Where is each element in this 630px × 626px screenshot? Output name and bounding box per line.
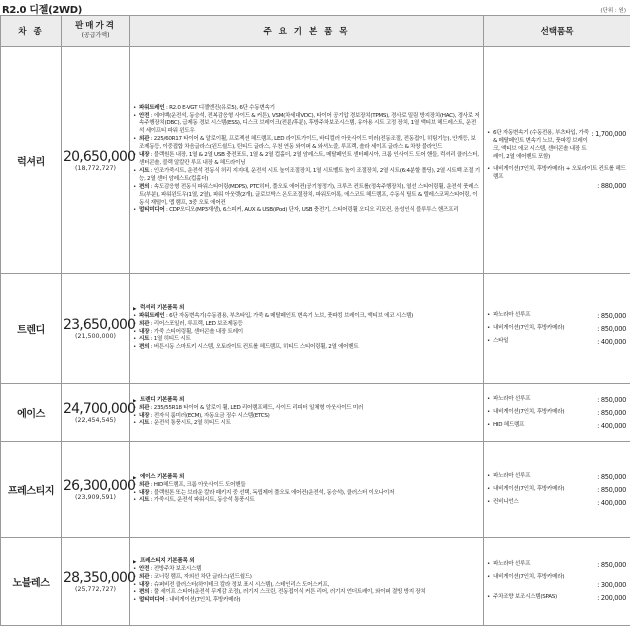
trim-name: 트렌디	[1, 274, 62, 384]
option-item	[487, 574, 626, 590]
option-name: 내비게이션(7인치, 후방카메라)	[493, 574, 564, 580]
base-trim-note: ▶ 트렌디 기본품목 외	[133, 397, 480, 405]
header-price	[62, 16, 130, 47]
supply-price: (18,772,727)	[63, 165, 128, 172]
option-item	[487, 130, 626, 162]
sale-price: 26,300,000	[63, 478, 128, 494]
option-price: : 850,000	[597, 486, 626, 494]
feature-category: 외관	[139, 136, 149, 142]
feature-list	[130, 384, 484, 442]
feature-item	[133, 321, 480, 329]
option-item	[487, 166, 626, 190]
option-list	[484, 274, 630, 384]
option-price: : 850,000	[597, 396, 626, 404]
feature-text: : 블랙원톤 또는 브라운 칼라 패키지 중 선택, 독립제어 풀오토 에어컨(운전석, 동승석), 클러스터 이오나이저	[149, 490, 394, 496]
table-row	[1, 274, 630, 384]
option-price: : 850,000	[597, 325, 626, 333]
option-name: • 파노라마 선루프	[493, 312, 595, 320]
option-name: • 컨비니언스	[493, 499, 595, 507]
feature-text: : 235/55R18 타이어 & 알로이 휠, LED 리어램프헤드, 사이드 리피터 일체형 아웃사이드 미러	[149, 405, 363, 411]
base-trim-note: ▶ 럭셔리 기본품목 외	[133, 305, 480, 313]
sale-price: 28,350,000	[63, 570, 128, 586]
price-cell	[62, 538, 130, 626]
option-name: • HID 헤드램프	[493, 422, 595, 430]
page-title: R2.0 디젤(2WD)	[2, 1, 82, 16]
option-name: • 파노라마 선루프	[493, 561, 595, 569]
feature-text: : 1열 히티드 시트	[149, 336, 190, 342]
supply-price: (25,772,727)	[63, 586, 128, 593]
feature-text: : CDP오디오(MP3재생), 6스피커, AUX & USB(iPod) 단자, USB 충전기, 스티어링휠 오디오 리모컨, 음성인식 블루투스 핸즈프리	[165, 207, 459, 213]
header-options: 선택품목	[484, 16, 630, 47]
feature-item	[133, 597, 480, 605]
feature-text: : 내비게이션(7인치, 후방카메라)	[165, 597, 241, 603]
sale-price: 20,650,000	[63, 149, 128, 165]
feature-category: 내장	[139, 329, 149, 335]
header-row	[1, 16, 630, 47]
feature-category: 외관	[139, 321, 149, 327]
option-name: • 스타일	[493, 338, 595, 346]
option-price: : 400,000	[597, 422, 626, 430]
table-row	[1, 384, 630, 442]
trim-rows	[1, 47, 630, 626]
option-item	[487, 396, 626, 404]
table-row	[1, 47, 630, 274]
option-list	[484, 384, 630, 442]
price-cell	[62, 274, 130, 384]
option-list	[484, 47, 630, 274]
sale-price: 24,700,000	[63, 401, 128, 417]
sale-price: 23,650,000	[63, 317, 128, 333]
price-cell	[62, 47, 130, 274]
feature-item	[133, 113, 480, 137]
feature-item	[133, 136, 480, 152]
option-item	[487, 473, 626, 481]
feature-text: : 가죽시트, 운전석 파워시트, 동승석 통풍시트	[149, 497, 254, 503]
trim-price-table	[0, 15, 630, 626]
option-name: • 파노라마 선루프	[493, 396, 595, 404]
feature-category: 시트	[139, 336, 149, 342]
option-list	[484, 442, 630, 538]
feature-text: : 가죽 스티어링휠, 센터콘솔 내장 트레이	[149, 329, 243, 335]
feature-item	[133, 420, 480, 428]
trim-name: 에이스	[1, 384, 62, 442]
feature-category: 편의	[139, 589, 149, 595]
option-name: • 내비게이션(7인치, 후방카메라)	[493, 409, 595, 417]
trim-name: 프레스티지	[1, 442, 62, 538]
option-price: : 400,000	[597, 338, 626, 346]
header-trim: 차 종	[1, 16, 62, 47]
feature-text: : 운전석 통풍시트, 2열 히티드 시트	[149, 420, 231, 426]
option-price: : 880,000	[495, 182, 626, 190]
feature-category: 시트	[139, 420, 149, 426]
feature-category: 편의	[139, 344, 149, 350]
supply-price: (23,909,591)	[63, 494, 128, 501]
feature-text: : 블랙원톤 내장, 1열 & 2열 USB 충전포트, 1열 & 2열 컵홀더, 2열 암레스트, 메탈페인트 센터페시아, 크롬 인사이드 도어 핸들, 럭셔리 클러스터, 센터콘솔, 블랙 알칼칸 루프 내장 & 헤드라이닝	[139, 152, 479, 166]
feature-text: : HID헤드램프, 크롬 아웃사이드 도어핸들	[149, 482, 245, 488]
option-item	[487, 486, 626, 494]
feature-item	[133, 105, 480, 113]
option-item	[487, 409, 626, 417]
feature-category: 외관	[139, 405, 149, 411]
option-item	[487, 338, 626, 346]
trim-name: 노블레스	[1, 538, 62, 626]
feature-text: : 전방주차 보조시스템	[149, 566, 201, 572]
feature-text: : 6단 자동변속기(수동겸용, 부츠타입, 가죽 & 메탈페인트 변속기 노브, 풋파킹 브레이크, 액티브 에코 시스템)	[165, 313, 414, 319]
option-name: 내비게이션(7인치, 후방카메라) + 오토라이트 컨트롤 헤드램프	[493, 166, 626, 180]
option-name: • 내비게이션(7인치, 후방카메라)	[493, 325, 595, 333]
feature-item	[133, 168, 480, 184]
feature-text: : 리어스포일러, 루프랙, LED 보조제동등	[149, 321, 242, 327]
option-item	[487, 422, 626, 430]
header-price-label: 판매가격	[75, 21, 116, 31]
feature-text: : 슈퍼비전 클러스터(하이테크 칼라 정보 표시 시스템), 스테인리스 도어스커프,	[149, 582, 329, 588]
option-price: : 300,000	[495, 581, 626, 589]
feature-category: 내장	[139, 413, 149, 419]
feature-category: 안전	[139, 566, 149, 572]
option-price: : 850,000	[597, 473, 626, 481]
feature-item	[133, 405, 480, 413]
price-cell	[62, 442, 130, 538]
option-item	[487, 325, 626, 333]
feature-text: : 인조가죽시트, 운전석 전동식 허리 지지대, 운전석 시트 높이조절장치, 1열 시트벨트 높이 조절장치, 2열 시트(6:4분할 폴딩), 2열 시트백 조절 기능, 2열 센터 암레스트(컵홀더)	[139, 168, 480, 182]
option-price: : 400,000	[597, 499, 626, 507]
feature-item	[133, 344, 480, 352]
feature-item	[133, 497, 480, 505]
header-price-sub: (공급가액)	[82, 32, 110, 39]
option-item	[487, 561, 626, 569]
feature-text: : 에어백(운전석, 동승석, 전복감응형 사이드 & 커튼), VSM(차세대VDC), 타이어 공기압 경보장치(TPMS), 경사로 밀림 방지장치(HAC), 경사로 저속주행장치(DBC), 급제동 경보 시스템(ESS), 디스크 브레이크(전륜/후륜), 후방주차보조시스템, 유아용 시트 고정 장치, 1열 액티브 헤드레스트, 운전석 세이프티 파워 윈도우	[139, 113, 479, 135]
option-price: : 850,000	[597, 561, 626, 569]
feature-item	[133, 313, 480, 321]
option-item	[487, 312, 626, 320]
feature-category: 파워트레인	[139, 105, 165, 111]
option-item	[487, 594, 626, 602]
feature-item	[133, 184, 480, 208]
header-features: 주 요 기 본 품 목	[130, 16, 484, 47]
feature-item	[133, 207, 480, 215]
option-name: • 내비게이션(7인치, 후방카메라)	[493, 486, 595, 494]
base-trim-note: ▶ 프레스티지 기본품목 외	[133, 558, 480, 566]
option-price: : 850,000	[597, 312, 626, 320]
feature-category: 시트	[139, 168, 149, 174]
feature-category: 안전	[139, 113, 149, 119]
feature-text: : R2.0 E-VGT 디젤엔진(유로5), 6단 수동변속기	[165, 105, 275, 111]
feature-list	[130, 47, 484, 274]
unit-note: (단위 : 원)	[600, 6, 626, 14]
option-name: • 6단 자동변속기 (수동전용, 부츠타입, 가죽 & 메탈페인트 변속기 노브, 풋파킹 브레이크, 액티브 에코 시스템, 센터콘솔 내장 트레이, 2열 에어벤트 포함)	[493, 130, 589, 162]
table-row	[1, 442, 630, 538]
feature-item	[133, 566, 480, 574]
feature-item	[133, 482, 480, 490]
option-price: : 850,000	[597, 409, 626, 417]
feature-text: : 225/60R17 타이어 & 알로이휠, 프로젝션 헤드램프, LED 라이트가이드, 바디컬러 아웃사이드 미러(전동조절, 전동접이, 히팅기능), 안개등, 보조제동등, 이중접합 차음글라스(윈드쉴드), 틴티드 글라스, 우천 연동 와이퍼 & 와셔노즐, 루프랙, 솔라 세이프 글라스 & 차창 블라인드	[139, 136, 476, 150]
table-row	[1, 538, 630, 626]
feature-category: 외관	[139, 482, 149, 488]
feature-category: 파워트레인	[139, 313, 165, 319]
feature-item	[133, 574, 480, 582]
feature-text: : 버튼시동 스마트키 시스템, 오토라이트 컨트롤 헤드램프, 히티드 스티어링휠, 2열 에어벤트	[149, 344, 358, 350]
base-trim-note: ▶ 에이스 기본품목 외	[133, 474, 480, 482]
feature-list	[130, 274, 484, 384]
feature-item	[133, 152, 480, 168]
supply-price: (22,454,545)	[63, 417, 128, 424]
feature-text: : 속도감응형 전동식 파워스티어링(MDPS), PTC히터, 풀오토 에어컨(공기청정기), 크루즈 컨트롤(정속주행장치), 열선 스티어링휠, 운전석 풋레스트(부분), 파워윈도우(1열, 2열), 파워 아웃렛(2개), 글로브박스 온도조절장치, 파워도어록, 에스코트 헤드램프, 수동식 틸트 & 텔레스코픽스티어링, 이동식 재떨이, 맵 램프, 3중 오토 에어컨	[139, 184, 478, 206]
option-name: • 파노라마 선루프	[493, 473, 595, 481]
feature-category: 내장	[139, 490, 149, 496]
feature-list	[130, 538, 484, 626]
feature-category: 내장	[139, 152, 149, 158]
price-cell	[62, 384, 130, 442]
trim-name: 럭셔리	[1, 47, 62, 274]
feature-category: 멀티미디어	[139, 207, 165, 213]
option-price: : 1,700,000	[591, 130, 626, 138]
feature-category: 편의	[139, 184, 149, 190]
feature-text: : 코너링 램프, 자외선 차단 글라스(윈드쉴드)	[149, 574, 251, 580]
feature-text: : 전자식 룸미러(ECM), 자동요금 징수 시스템(ETCS)	[149, 413, 269, 419]
feature-text: : 풀 세이프 스티어(운전석 무게감 조정), 러기지 스크린, 전동접이식 커튼 리어, 러기지 언더트레이, 와이퍼 결빙 방지 장치	[149, 589, 425, 595]
option-list	[484, 538, 630, 626]
feature-list	[130, 442, 484, 538]
option-price: : 200,000	[597, 594, 626, 602]
feature-category: 시트	[139, 497, 149, 503]
feature-category: 멀티미디어	[139, 597, 165, 603]
feature-category: 내장	[139, 582, 149, 588]
feature-category: 외관	[139, 574, 149, 580]
option-name: • 주차조향 보조시스템(SPAS)	[493, 594, 595, 602]
supply-price: (21,500,000)	[63, 333, 128, 340]
option-item	[487, 499, 626, 507]
